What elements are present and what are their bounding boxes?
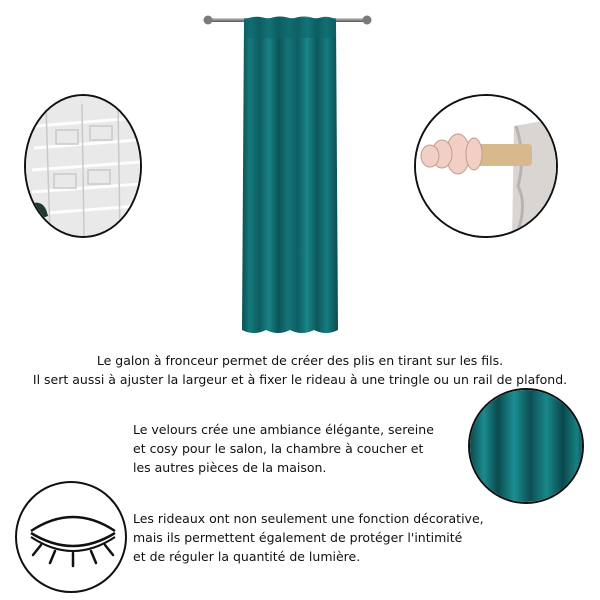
rod-detail-circle [414,94,558,238]
rod-detail-icon [416,96,558,238]
teal-velvet-curtain [238,12,342,337]
tape-detail-circle [24,94,142,238]
privacy-line-1: Les rideaux ont non seulement une fonction décorative, [133,511,484,526]
privacy-line-2: mais ils permettent également de protéger l'intimité [133,530,463,545]
velvet-line-1: Le velours crée une ambiance élégante, sereine [133,422,434,437]
velvet-detail-icon [470,390,584,504]
closed-eye-circle [15,481,127,593]
tape-description [0,351,600,389]
tape-detail-icon [26,96,142,238]
tape-line-2: Il sert aussi à ajuster la largeur et à fixer le rideau à une tringle ou un rail de plafond. [32,372,568,387]
velvet-detail-circle [468,388,584,504]
velvet-description [133,420,463,477]
velvet-line-3: les autres pièces de la maison. [133,460,327,475]
privacy-line-3: et de réguler la quantité de lumière. [133,549,361,564]
closed-eye-icon [17,483,127,593]
tape-line-1: Le galon à fronceur permet de créer des plis en tirant sur les fils. [96,353,504,368]
privacy-description [133,509,533,566]
velvet-line-2: et cosy pour le salon, la chambre à coucher et [133,441,424,456]
